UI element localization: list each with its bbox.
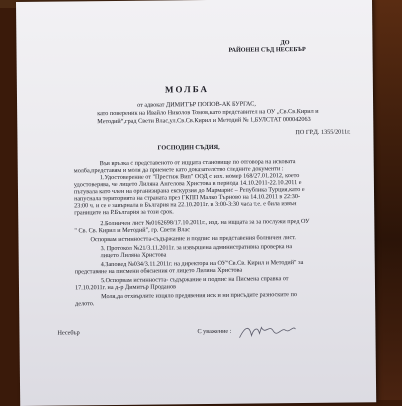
body-line: 23:00 ч. и се е завърнала в България на 22.10.2011г. в 3:00-3:30 часа т.е. е била извън <box>74 200 297 210</box>
salutation: ГОСПОДИН СЪДИЯ, <box>157 143 220 152</box>
header-to: ДО <box>280 39 290 47</box>
body-line: делото. <box>75 300 95 308</box>
body-line: " Св. Св. Кирил и Методий", гр. Свети Влас <box>74 226 190 235</box>
body-line: 2.Болничен лист №0162698/17.10.2011г., изд. на ищцата за за послужи пред ОУ <box>100 217 310 228</box>
intro-line-3: Методий“,град Свети Влас,ул.Св.Св.Кирил и Методий № 1,БУЛСТАТ 000042063 <box>97 115 311 126</box>
footer-regards: С уважение : <box>197 327 232 336</box>
body-line: 5.Оспорвам истинността- съдържание и подпис на Писмена справка от <box>100 275 289 285</box>
intro-line-1: от адвокат ДИМИТЪР ПОПОВ-АК БУРГАС, <box>137 100 256 109</box>
header-court: РАЙОНЕН СЪД НЕСЕБЪР <box>228 45 306 54</box>
body-line: Моля,да отхвърлите изцяло предявения иск и ни присъдите разноските по <box>101 291 298 301</box>
case-reference: ПО ГР.Д. 1355/2011г. <box>295 128 351 137</box>
footer-city: Несебър <box>57 329 80 337</box>
handwritten-signature <box>237 321 297 342</box>
body-line: границите на Р.България за този срок. <box>74 208 174 217</box>
body-line: 3. Протокол №21/3.11.2011г. за извършена административна проверка на <box>100 243 293 253</box>
body-line: 4.Заповед №034/3.11.2011г. на директора на ОУ"Св.Св. Кирил и Методий" за <box>100 259 304 269</box>
body-line: напуснала територията на страната през ГКПП Малко Търново на 14.10.2011 в 22:30- <box>74 193 301 203</box>
body-line: 1.Удостоверение от "Престиж Вип" ООД с изх. номер 168/27.01.2012, което <box>99 172 300 182</box>
body-line: 17.10.2011г. на д-р Димитър Проданов <box>74 283 177 292</box>
intro-line-2: като повереник на Ивайло Николов Томов,като представител на ОУ „Св.Св.Кирил и <box>97 107 319 118</box>
document-title: МОЛБА <box>164 83 210 95</box>
document-page <box>16 0 376 406</box>
body-line: Оспорвам истинността-съдържание и подпис на представения болничен лист. <box>90 234 297 244</box>
body-line: удостоверява, че лицето Лиляна Ангелова Христова в периода 14.10.2011-22.10.2011 е <box>73 179 302 189</box>
body-line: лицето Лиляна Христова <box>100 251 167 260</box>
body-line: молба,представям и моля да приемете като доказателство следните документи : <box>73 165 284 175</box>
body-line: представяне на писмени обяснения от лицето Лиляна Христова <box>74 266 243 276</box>
body-line: Във връзка с представеното от ищцата становище по отговора на исковата <box>99 158 296 168</box>
body-line: пътувала като член на организирана екскурзия до Мармарис – Република Турция,като е <box>73 185 305 196</box>
